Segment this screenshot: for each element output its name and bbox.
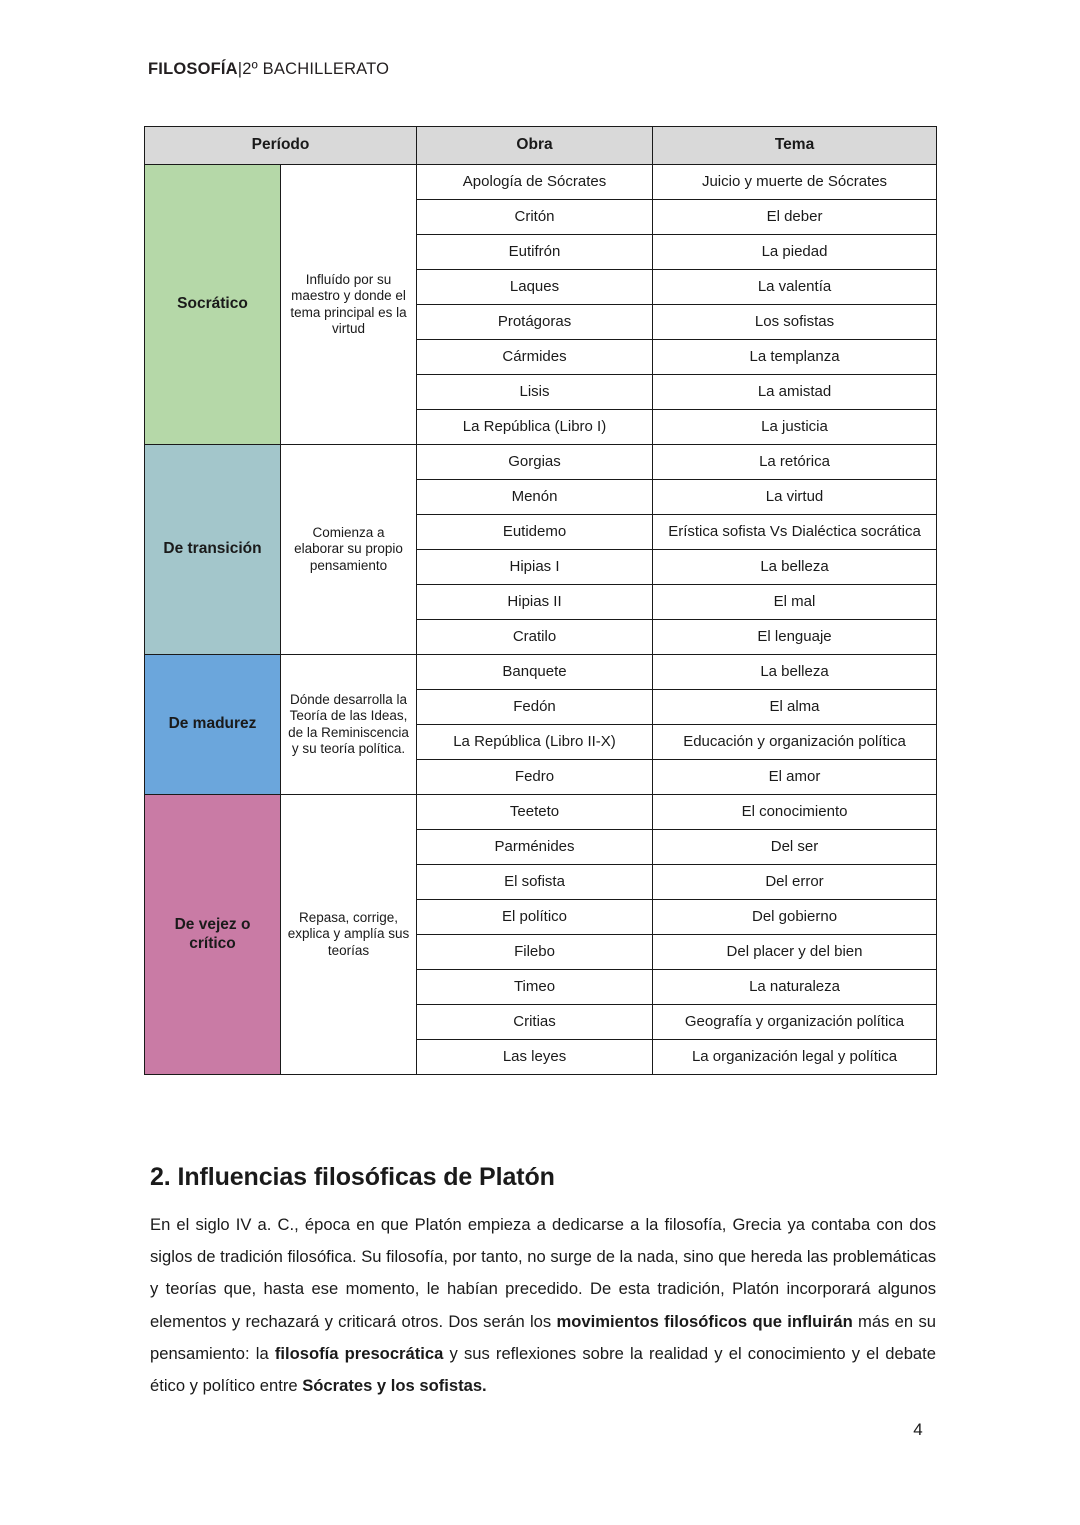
obra-cell: Teeteto [417, 795, 653, 830]
tema-cell: La naturaleza [653, 970, 937, 1005]
obra-cell: Parménides [417, 830, 653, 865]
column-header-tema: Tema [653, 127, 937, 165]
tema-cell: La organización legal y política [653, 1040, 937, 1075]
period-description-cell: Repasa, corrige, explica y amplía sus teorías [281, 795, 417, 1075]
table-row [145, 655, 937, 690]
section-paragraph [150, 1209, 936, 1403]
obra-cell: Menón [417, 480, 653, 515]
obra-cell: Timeo [417, 970, 653, 1005]
obra-cell: Eutidemo [417, 515, 653, 550]
obra-cell: La República (Libro II-X) [417, 725, 653, 760]
obra-cell: Critón [417, 200, 653, 235]
tema-cell: La virtud [653, 480, 937, 515]
plato-works-table [144, 126, 937, 1075]
tema-cell: Del ser [653, 830, 937, 865]
obra-cell: Lisis [417, 375, 653, 410]
table-body [145, 165, 937, 1075]
period-name-cell: De transición [145, 445, 281, 655]
period-name-cell: De vejez o crítico [145, 795, 281, 1075]
tema-cell: La valentía [653, 270, 937, 305]
table-row [145, 445, 937, 480]
table-row [145, 795, 937, 830]
obra-cell: La República (Libro I) [417, 410, 653, 445]
paragraph-bold-run: movimientos filosóficos que influirán [556, 1311, 853, 1331]
paragraph-run: y sus reflexiones sobre la realidad y el conocimiento y el debate ético y político entre [150, 1343, 936, 1396]
obra-cell: Protágoras [417, 305, 653, 340]
paragraph-bold-run: Sócrates y los sofistas. [302, 1376, 487, 1396]
header-separator: | [237, 60, 243, 78]
obra-cell: El político [417, 900, 653, 935]
table-header-row [145, 127, 937, 165]
tema-cell: La retórica [653, 445, 937, 480]
period-description-cell: Dónde desarrolla la Teoría de las Ideas, de la Reminiscencia y su teoría política. [281, 655, 417, 795]
obra-cell: Banquete [417, 655, 653, 690]
tema-cell: Geografía y organización política [653, 1005, 937, 1040]
paragraph-run: más en su pensamiento: la [150, 1311, 936, 1363]
tema-cell: La amistad [653, 375, 937, 410]
obra-cell: Laques [417, 270, 653, 305]
section-heading: 2. Influencias filosóficas de Platón [150, 1162, 555, 1191]
tema-cell: El conocimiento [653, 795, 937, 830]
paragraph-bold-run: filosofía presocrática [274, 1343, 444, 1363]
tema-cell: Del error [653, 865, 937, 900]
period-name-cell: De madurez [145, 655, 281, 795]
obra-cell: El sofista [417, 865, 653, 900]
plato-works-table-container [144, 126, 936, 1075]
obra-cell: Fedón [417, 690, 653, 725]
paragraph-run: En el siglo IV a. C., época en que Platón empieza a dedicarse a la filosofía, Grecia ya contaba con dos siglos de tradición filosófica. Su filosofía, por tanto, no surge de la nada, sino que hereda las problemáticas y teorías que, hasta ese momento, le habían precedido. De esta tradición, Platón incorporará algunos elementos y rechazará y criticará otros. Dos serán los [150, 1214, 936, 1331]
tema-cell: Del placer y del bien [653, 935, 937, 970]
tema-cell: Del gobierno [653, 900, 937, 935]
header-level: 2º BACHILLERATO [242, 60, 390, 78]
tema-cell: El mal [653, 585, 937, 620]
tema-cell: Los sofistas [653, 305, 937, 340]
obra-cell: Las leyes [417, 1040, 653, 1075]
period-description-cell: Comienza a elaborar su propio pensamiento [281, 445, 417, 655]
tema-cell: Educación y organización política [653, 725, 937, 760]
tema-cell: Erística sofista Vs Dialéctica socrática [653, 515, 937, 550]
header-subject: FILOSOFÍA [148, 60, 238, 78]
obra-cell: Apología de Sócrates [417, 165, 653, 200]
tema-cell: La templanza [653, 340, 937, 375]
obra-cell: Cármides [417, 340, 653, 375]
period-description-cell: Influído por su maestro y donde el tema principal es la virtud [281, 165, 417, 445]
tema-cell: El alma [653, 690, 937, 725]
table-head [145, 127, 937, 165]
table-row [145, 165, 937, 200]
tema-cell: El amor [653, 760, 937, 795]
tema-cell: Juicio y muerte de Sócrates [653, 165, 937, 200]
column-header-periodo: Período [145, 127, 417, 165]
tema-cell: El lenguaje [653, 620, 937, 655]
tema-cell: La belleza [653, 550, 937, 585]
obra-cell: Hipias II [417, 585, 653, 620]
obra-cell: Critias [417, 1005, 653, 1040]
page-number: 4 [913, 1420, 923, 1439]
running-header [148, 60, 389, 79]
obra-cell: Eutifrón [417, 235, 653, 270]
tema-cell: La belleza [653, 655, 937, 690]
column-header-obra: Obra [417, 127, 653, 165]
obra-cell: Gorgias [417, 445, 653, 480]
obra-cell: Hipias I [417, 550, 653, 585]
tema-cell: La justicia [653, 410, 937, 445]
tema-cell: La piedad [653, 235, 937, 270]
obra-cell: Cratilo [417, 620, 653, 655]
obra-cell: Filebo [417, 935, 653, 970]
period-name-cell: Socrático [145, 165, 281, 445]
tema-cell: El deber [653, 200, 937, 235]
obra-cell: Fedro [417, 760, 653, 795]
